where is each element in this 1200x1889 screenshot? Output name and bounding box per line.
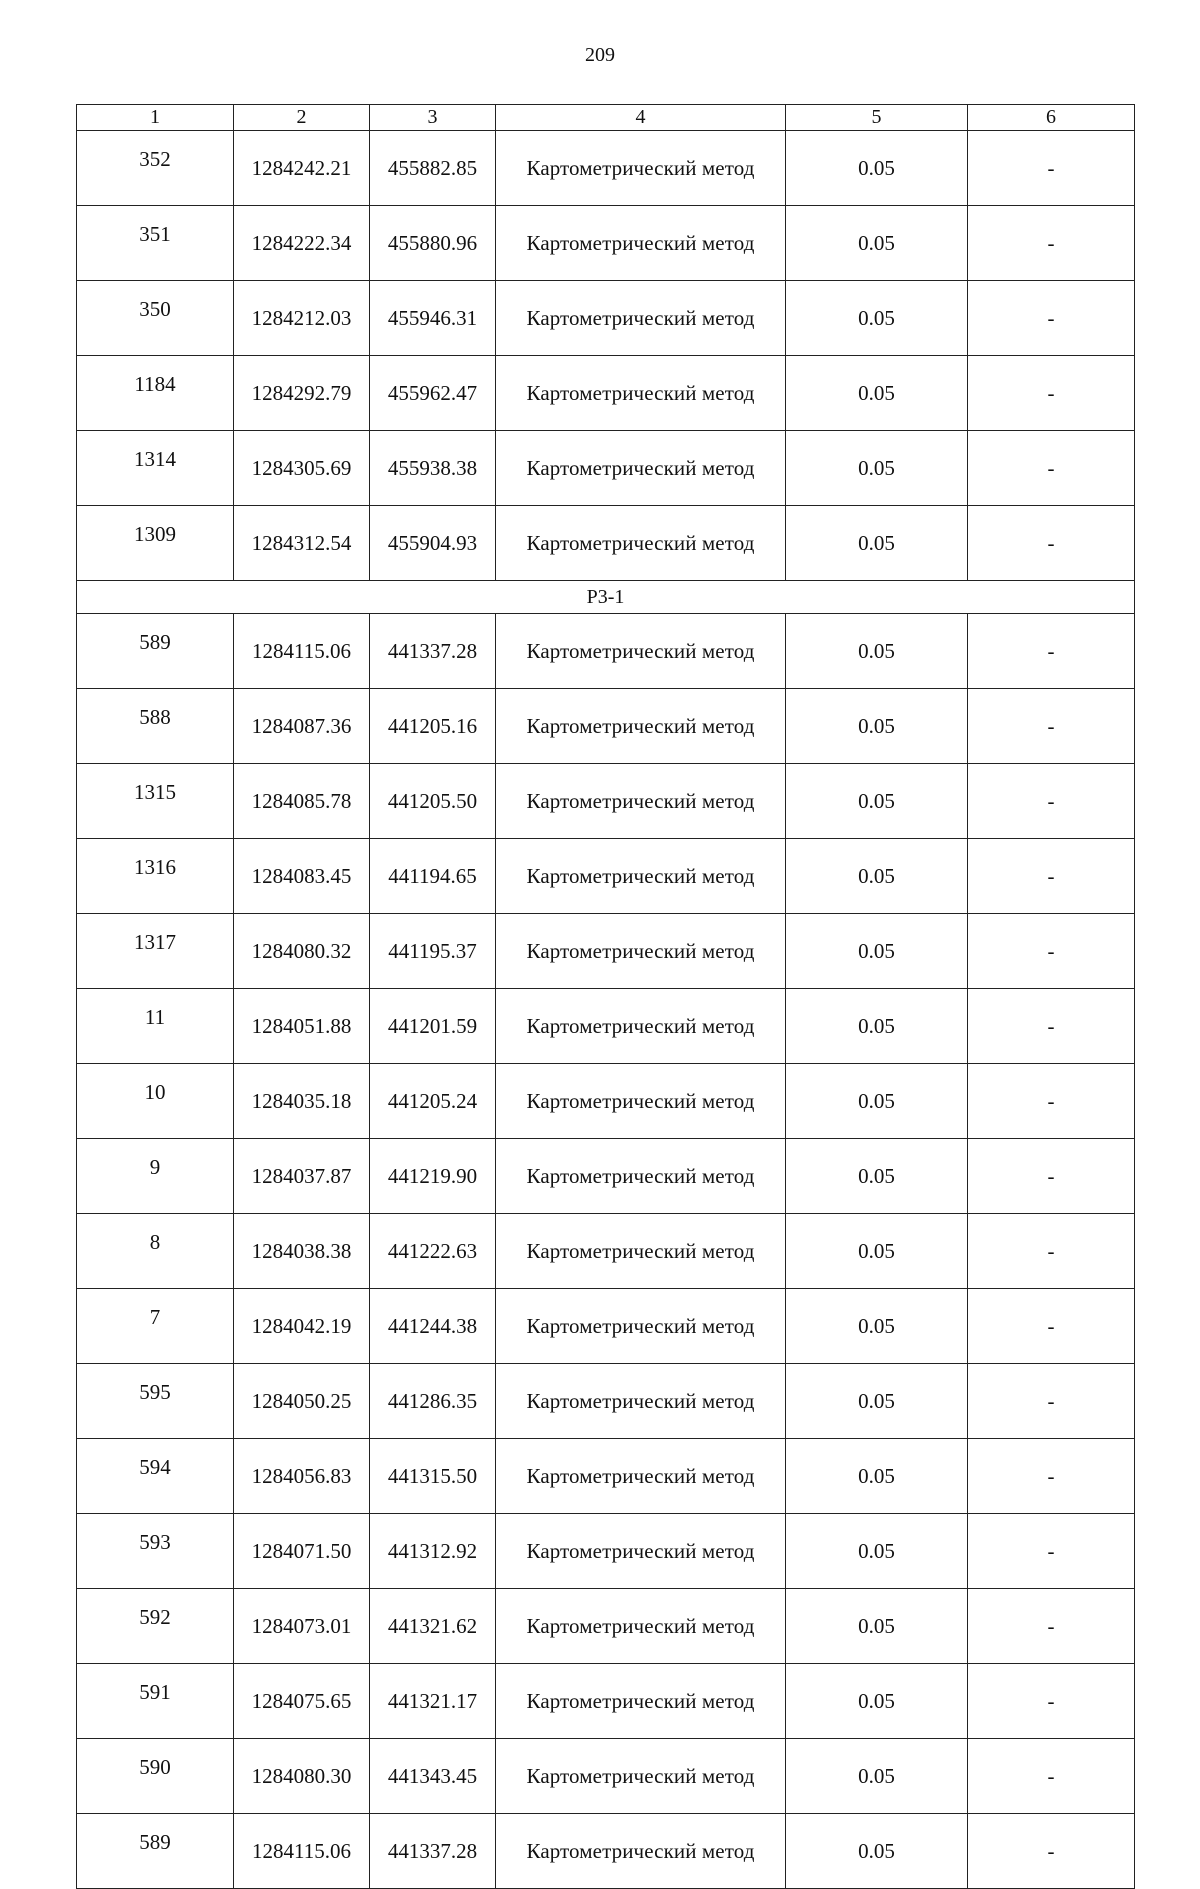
- table-cell: 1284050.25: [234, 1364, 370, 1439]
- table-cell: Картометрический метод: [496, 356, 786, 431]
- table-cell: -: [968, 1214, 1135, 1289]
- table-row: [77, 1439, 1135, 1514]
- table-row: [77, 281, 1135, 356]
- table-cell: 1314: [77, 431, 234, 506]
- table-cell: -: [968, 1139, 1135, 1214]
- table-cell: -: [968, 431, 1135, 506]
- table-cell: 0.05: [786, 1664, 968, 1739]
- table-cell: 441286.35: [370, 1364, 496, 1439]
- table-cell: 455904.93: [370, 506, 496, 581]
- table-cell: 441337.28: [370, 1814, 496, 1889]
- table-cell: 1284035.18: [234, 1064, 370, 1139]
- table-cell: -: [968, 506, 1135, 581]
- table-cell: Картометрический метод: [496, 1364, 786, 1439]
- table-row: [77, 1589, 1135, 1664]
- table-cell: Картометрический метод: [496, 764, 786, 839]
- column-header: 3: [370, 105, 496, 131]
- table-row: [77, 1664, 1135, 1739]
- table-row: [77, 131, 1135, 206]
- table-cell: 441244.38: [370, 1289, 496, 1364]
- table-cell: 0.05: [786, 1139, 968, 1214]
- table-cell: 0.05: [786, 1514, 968, 1589]
- page-number: 209: [585, 44, 615, 66]
- table-cell: 0.05: [786, 1289, 968, 1364]
- table-cell: 441343.45: [370, 1739, 496, 1814]
- table-cell: 441321.62: [370, 1589, 496, 1664]
- table-row: [77, 1064, 1135, 1139]
- table-cell: Картометрический метод: [496, 1514, 786, 1589]
- table-cell: Картометрический метод: [496, 839, 786, 914]
- table-cell: 1284080.30: [234, 1739, 370, 1814]
- table-cell: 592: [77, 1589, 234, 1664]
- table-cell: 455938.38: [370, 431, 496, 506]
- table-cell: -: [968, 131, 1135, 206]
- column-header: 6: [968, 105, 1135, 131]
- table-cell: -: [968, 1739, 1135, 1814]
- table-cell: 1316: [77, 839, 234, 914]
- table-cell: 0.05: [786, 839, 968, 914]
- table-cell: 1284038.38: [234, 1214, 370, 1289]
- table-cell: -: [968, 1064, 1135, 1139]
- table-cell: 594: [77, 1439, 234, 1514]
- table-cell: -: [968, 281, 1135, 356]
- table-cell: 1284042.19: [234, 1289, 370, 1364]
- table-cell: 455880.96: [370, 206, 496, 281]
- table-cell: 441219.90: [370, 1139, 496, 1214]
- table-cell: 591: [77, 1664, 234, 1739]
- table-cell: Картометрический метод: [496, 989, 786, 1064]
- table-cell: -: [968, 764, 1135, 839]
- column-header: 4: [496, 105, 786, 131]
- table-cell: 1284115.06: [234, 614, 370, 689]
- table-cell: -: [968, 1289, 1135, 1364]
- table-row: [77, 431, 1135, 506]
- table-cell: 0.05: [786, 1589, 968, 1664]
- table-cell: 441222.63: [370, 1214, 496, 1289]
- table-cell: -: [968, 1814, 1135, 1889]
- table-cell: 1184: [77, 356, 234, 431]
- table-cell: Картометрический метод: [496, 281, 786, 356]
- table-cell: 1284085.78: [234, 764, 370, 839]
- table-row: [77, 689, 1135, 764]
- table-body: [77, 131, 1135, 1889]
- table-cell: 352: [77, 131, 234, 206]
- table-cell: Картометрический метод: [496, 1814, 786, 1889]
- table-cell: 9: [77, 1139, 234, 1214]
- table-cell: Картометрический метод: [496, 431, 786, 506]
- table-cell: 1284051.88: [234, 989, 370, 1064]
- table-cell: 1284083.45: [234, 839, 370, 914]
- table-cell: 441195.37: [370, 914, 496, 989]
- section-title: Р3-1: [77, 581, 1135, 614]
- table-cell: 1317: [77, 914, 234, 989]
- table-cell: 0.05: [786, 281, 968, 356]
- table-cell: 455882.85: [370, 131, 496, 206]
- table-cell: 0.05: [786, 206, 968, 281]
- table-row: [77, 614, 1135, 689]
- table-cell: Картометрический метод: [496, 1064, 786, 1139]
- table-cell: 455946.31: [370, 281, 496, 356]
- table-cell: -: [968, 914, 1135, 989]
- table-row: [77, 914, 1135, 989]
- table-cell: 350: [77, 281, 234, 356]
- table-cell: 0.05: [786, 614, 968, 689]
- table-cell: 1284056.83: [234, 1439, 370, 1514]
- table-cell: Картометрический метод: [496, 131, 786, 206]
- table-cell: 7: [77, 1289, 234, 1364]
- table-cell: 441205.50: [370, 764, 496, 839]
- table-cell: -: [968, 1364, 1135, 1439]
- table-row: [77, 506, 1135, 581]
- table-cell: Картометрический метод: [496, 1739, 786, 1814]
- table-cell: -: [968, 689, 1135, 764]
- table-cell: 0.05: [786, 506, 968, 581]
- table-cell: 589: [77, 614, 234, 689]
- table-cell: 441194.65: [370, 839, 496, 914]
- column-header: 5: [786, 105, 968, 131]
- table-row: [77, 1214, 1135, 1289]
- table-cell: 441205.24: [370, 1064, 496, 1139]
- table-cell: 1284292.79: [234, 356, 370, 431]
- coordinates-table: [76, 104, 1135, 1889]
- table-cell: Картометрический метод: [496, 1139, 786, 1214]
- table-row: [77, 206, 1135, 281]
- table-row: [77, 356, 1135, 431]
- table-cell: 1284212.03: [234, 281, 370, 356]
- table-cell: 0.05: [786, 431, 968, 506]
- table-cell: 0.05: [786, 689, 968, 764]
- table-cell: 1315: [77, 764, 234, 839]
- table-cell: 0.05: [786, 1439, 968, 1514]
- table-cell: Картометрический метод: [496, 614, 786, 689]
- table-cell: 1284073.01: [234, 1589, 370, 1664]
- table-cell: 441205.16: [370, 689, 496, 764]
- table-cell: -: [968, 1589, 1135, 1664]
- table-cell: -: [968, 614, 1135, 689]
- table-cell: 0.05: [786, 1214, 968, 1289]
- table-cell: 441201.59: [370, 989, 496, 1064]
- table-cell: 0.05: [786, 1739, 968, 1814]
- table-row: [77, 1289, 1135, 1364]
- table-cell: 441315.50: [370, 1439, 496, 1514]
- table-row: [77, 764, 1135, 839]
- table-row: [77, 1739, 1135, 1814]
- table-cell: 1284080.32: [234, 914, 370, 989]
- table-cell: -: [968, 1439, 1135, 1514]
- table-cell: 1284312.54: [234, 506, 370, 581]
- table-row: [77, 989, 1135, 1064]
- table-row: [77, 839, 1135, 914]
- table-cell: 441312.92: [370, 1514, 496, 1589]
- table-cell: -: [968, 989, 1135, 1064]
- table-row: [77, 1814, 1135, 1889]
- table-cell: 1284115.06: [234, 1814, 370, 1889]
- table-cell: 455962.47: [370, 356, 496, 431]
- table-cell: 0.05: [786, 1364, 968, 1439]
- table-cell: -: [968, 839, 1135, 914]
- table-cell: 595: [77, 1364, 234, 1439]
- table-cell: Картометрический метод: [496, 689, 786, 764]
- table-row: [77, 1364, 1135, 1439]
- table-cell: Картометрический метод: [496, 914, 786, 989]
- table-cell: 1284075.65: [234, 1664, 370, 1739]
- table-cell: -: [968, 356, 1135, 431]
- table-row: [77, 1514, 1135, 1589]
- table-cell: 589: [77, 1814, 234, 1889]
- table-cell: -: [968, 1514, 1135, 1589]
- table-cell: 1309: [77, 506, 234, 581]
- table-cell: Картометрический метод: [496, 1589, 786, 1664]
- table-cell: 593: [77, 1514, 234, 1589]
- table-cell: Картометрический метод: [496, 206, 786, 281]
- table-cell: 1284037.87: [234, 1139, 370, 1214]
- table-cell: 441337.28: [370, 614, 496, 689]
- table-cell: Картометрический метод: [496, 1664, 786, 1739]
- table-cell: 0.05: [786, 131, 968, 206]
- table-cell: 1284305.69: [234, 431, 370, 506]
- table-cell: Картометрический метод: [496, 1439, 786, 1514]
- table-header-row: [77, 105, 1135, 131]
- table-cell: 0.05: [786, 989, 968, 1064]
- table-cell: Картометрический метод: [496, 1289, 786, 1364]
- table-cell: 11: [77, 989, 234, 1064]
- table-cell: 10: [77, 1064, 234, 1139]
- table-cell: Картометрический метод: [496, 1214, 786, 1289]
- table-cell: 1284087.36: [234, 689, 370, 764]
- table-cell: 590: [77, 1739, 234, 1814]
- table-cell: 0.05: [786, 356, 968, 431]
- section-header-row: [77, 581, 1135, 614]
- table-cell: Картометрический метод: [496, 506, 786, 581]
- table-cell: 1284222.34: [234, 206, 370, 281]
- table-cell: 1284242.21: [234, 131, 370, 206]
- table-cell: 351: [77, 206, 234, 281]
- table-cell: 0.05: [786, 1814, 968, 1889]
- column-header: 1: [77, 105, 234, 131]
- table-cell: 0.05: [786, 914, 968, 989]
- table-cell: -: [968, 206, 1135, 281]
- table-cell: 0.05: [786, 764, 968, 839]
- table-cell: 588: [77, 689, 234, 764]
- table-cell: 0.05: [786, 1064, 968, 1139]
- table-cell: 8: [77, 1214, 234, 1289]
- table-row: [77, 1139, 1135, 1214]
- column-header: 2: [234, 105, 370, 131]
- table-cell: -: [968, 1664, 1135, 1739]
- table-cell: 441321.17: [370, 1664, 496, 1739]
- table-cell: 1284071.50: [234, 1514, 370, 1589]
